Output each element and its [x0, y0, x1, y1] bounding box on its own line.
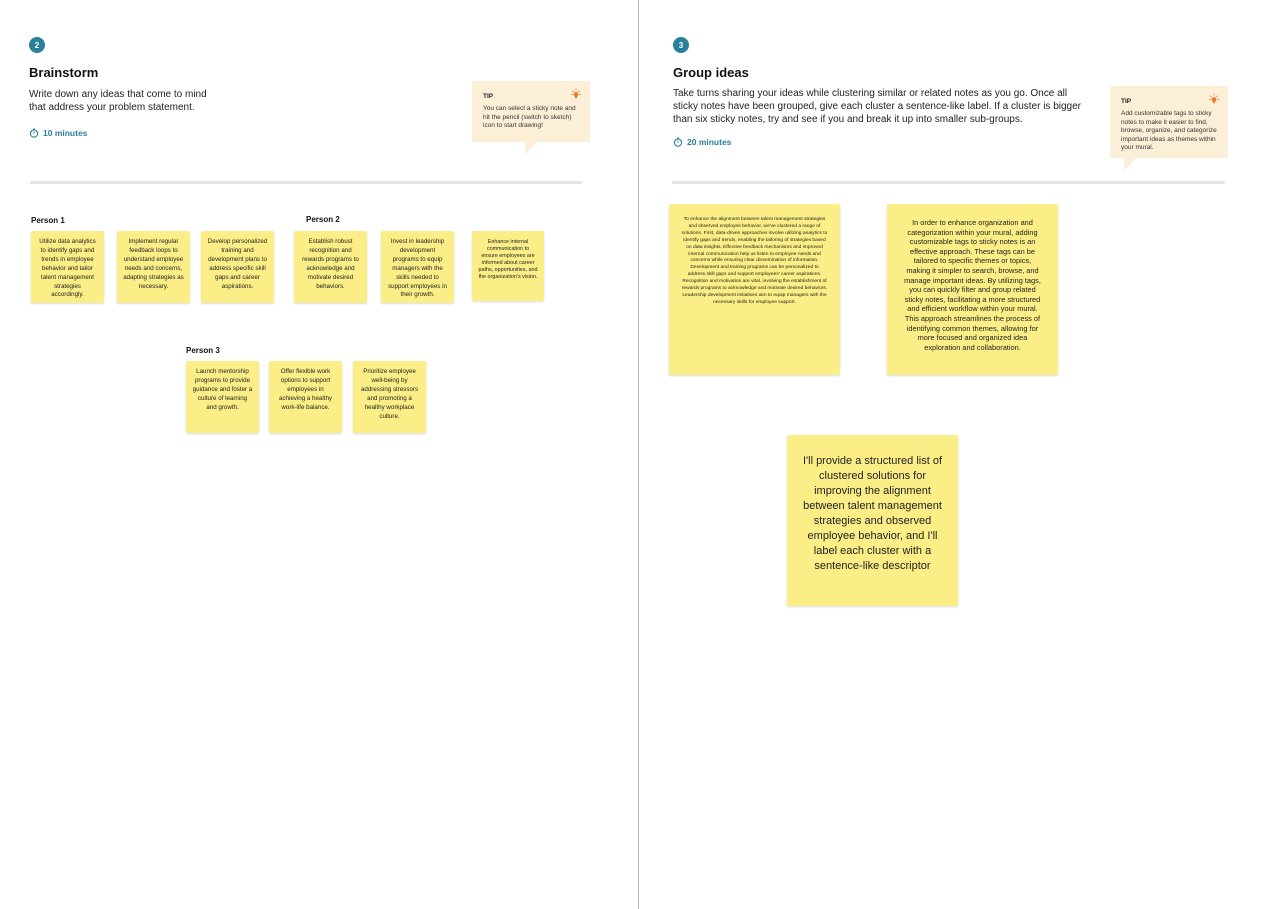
- sticky-note-text: Implement regular feedback loops to understand employee needs and concerns, adapting strategies as necessary.: [123, 238, 184, 290]
- sticky-note-text: Prioritize employee well-being by addressing stressors and promoting a healthy workplace culture.: [360, 368, 419, 420]
- step-badge-2: 2: [29, 37, 45, 53]
- step-badge-3: 3: [673, 37, 689, 53]
- stopwatch-icon: [673, 137, 683, 147]
- brainstorm-timer-label: 10 minutes: [43, 128, 88, 138]
- tip-label: TIP: [1121, 98, 1132, 105]
- tip-label: TIP: [483, 93, 494, 100]
- sticky-note-text: Establish robust recognition and rewards programs to acknowledge and motivate desired behaviors.: [302, 238, 359, 290]
- lightbulb-icon: [1208, 93, 1220, 105]
- sticky-note[interactable]: [117, 231, 190, 303]
- brainstorm-tip: [472, 81, 590, 142]
- sticky-note[interactable]: [669, 204, 840, 375]
- sticky-note-text: Launch mentorship programs to provide guidance and foster a culture of learning and growth.: [192, 368, 253, 411]
- sticky-note[interactable]: [201, 231, 274, 303]
- sticky-note[interactable]: [887, 204, 1058, 375]
- tip-pointer: [525, 142, 537, 155]
- sticky-note[interactable]: [381, 231, 454, 303]
- sticky-note[interactable]: [472, 231, 544, 301]
- person-2-label: Person 2: [306, 215, 340, 224]
- person-3-label: Person 3: [186, 346, 220, 355]
- brainstorm-description: Write down any ideas that come to mind that address your problem statement.: [29, 89, 207, 113]
- sticky-note-text: Develop personalized training and development plans to address specific skill gaps and career aspirations.: [207, 238, 268, 290]
- brainstorm-rule: [30, 181, 582, 184]
- group-ideas-rule: [672, 181, 1225, 184]
- sticky-note-text: Offer flexible work options to support employees in achieving a healthy work-life balance.: [279, 368, 332, 411]
- sticky-note[interactable]: [186, 361, 259, 433]
- tip-text: Add customizable tags to sticky notes to make it easier to find, browse, organize, and categorize important ideas as themes within your mural.: [1121, 110, 1217, 152]
- group-ideas-description: Take turns sharing your ideas while clustering similar or related notes as you go. Once all sticky notes have been grouped, give each cluster a sentence-like label. If a cluster is bigger than six sticky notes, try and see if you and break it up into smaller sub-groups.: [673, 88, 1082, 125]
- brainstorm-title: Brainstorm: [29, 65, 99, 80]
- sticky-note[interactable]: [787, 435, 958, 606]
- section-divider: [638, 0, 639, 909]
- group-ideas-title: Group ideas: [673, 65, 749, 80]
- sticky-note-text: To enhance the alignment between talent management strategies and observed employee behavior, we've clustered a range of solutions. First, data-driven approaches involve utilizing analytics to identify gaps and trends, enabling the tailoring of strategies based on data insights. Effective feedback mechanisms and improved internal communication help us listen to employee needs and concerns while ensuring clear dissemination of information. Development and training programs can be personalized to address skill gaps and support employees' career aspirations. Recognition and motivation are vital, involving the establishment of rewards programs to acknowledge and motivate desired behaviors. Leadership development initiatives aim to equip managers with the necessary skills for employee support.: [681, 217, 828, 305]
- sticky-note-text: I'll provide a structured list of clustered solutions for improving the alignment between talent management strategies and observed employee behavior, and I'll label each cluster with a sentence-like descriptor: [802, 455, 943, 572]
- sticky-note[interactable]: [269, 361, 342, 433]
- sticky-note-text: Enhance internal communication to ensure employees are informed about career paths, opportunities, and the organization's vision.: [478, 239, 538, 281]
- group-ideas-tip: [1110, 86, 1228, 158]
- sticky-note-text: In order to enhance organization and categorization within your mural, adding customizable tags to sticky notes is an effective approach. These tags can be tailored to specific themes or topics, making it simpler to search, browse, and manage important ideas. By utilizing tags, you can quickly filter and group related sticky notes, facilitating a more structured and efficient workflow within your mural. This approach streamlines the process of identifying common themes, allowing for more focused and organized idea exploration and collaboration.: [904, 218, 1041, 352]
- person-1-label: Person 1: [31, 216, 65, 225]
- sticky-note[interactable]: [31, 231, 104, 303]
- tip-text: You can select a sticky note and hit the pencil (switch to sketch) icon to start drawing!: [483, 105, 576, 130]
- sticky-note-text: Invest in leadership development programs to equip managers with the skills needed to support employees in their growth.: [388, 238, 447, 299]
- group-ideas-timer[interactable]: [673, 137, 731, 147]
- sticky-note[interactable]: [353, 361, 426, 433]
- sticky-note-text: Utilize data analytics to identify gaps and trends in employee behavior and tailor talent management strategies accordingly.: [39, 238, 96, 299]
- group-ideas-timer-label: 20 minutes: [687, 137, 732, 147]
- brainstorm-timer[interactable]: [29, 128, 87, 138]
- stopwatch-icon: [29, 128, 39, 138]
- sticky-note[interactable]: [294, 231, 367, 303]
- tip-pointer: [1124, 158, 1136, 171]
- lightbulb-icon: [570, 88, 582, 100]
